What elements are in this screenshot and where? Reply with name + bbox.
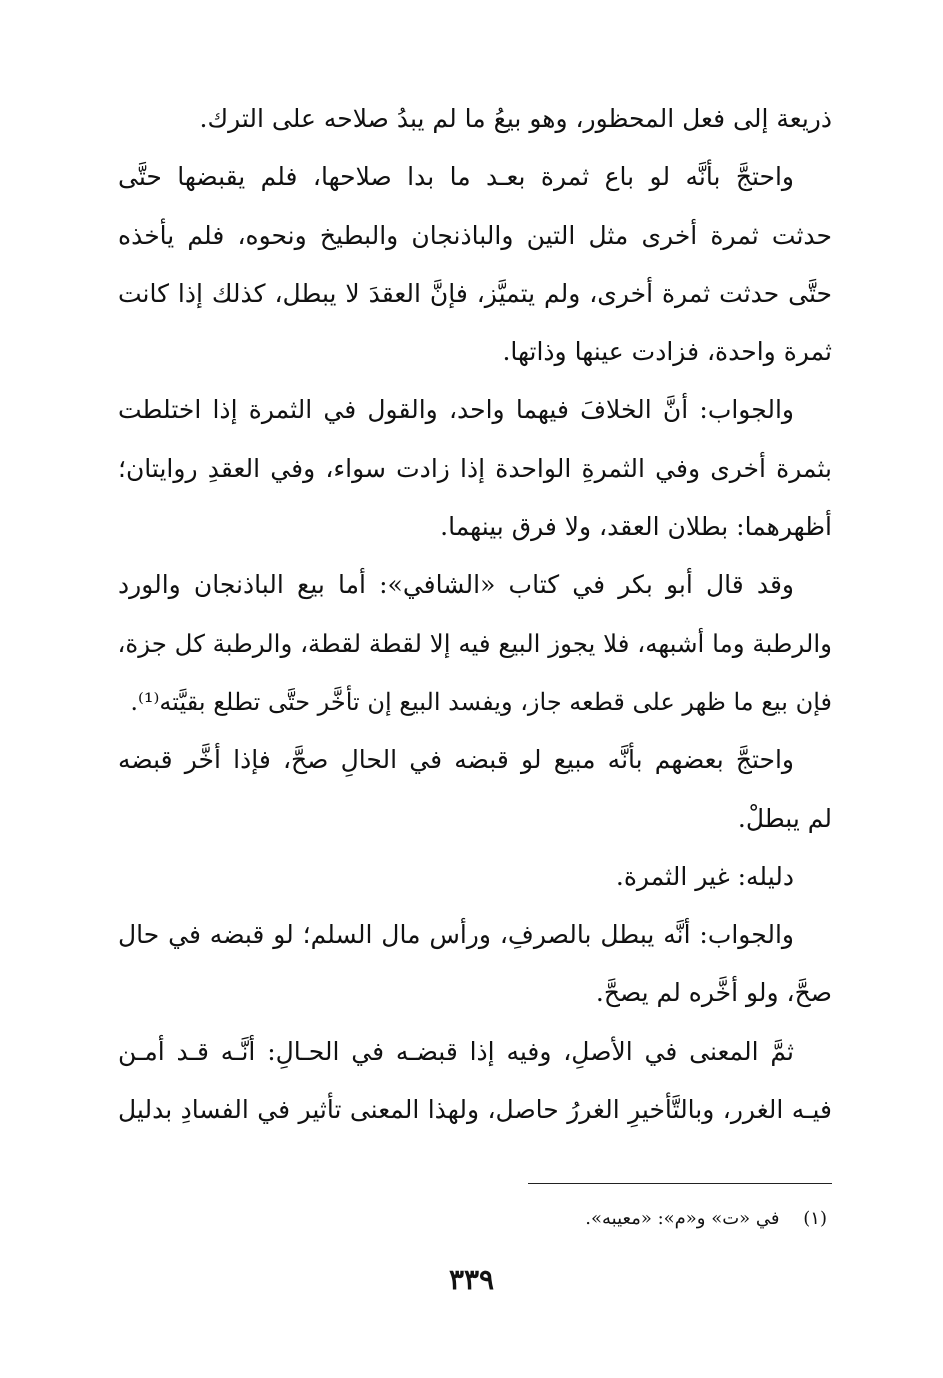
text-line-1: ذريعة إلى فعل المحظور، وهو بيعُ ما لم يبدُ صلاحه على الترك. [199,104,832,133]
text-line-14: دليله: غير الثمرة. [615,861,794,891]
text-line-18: فيـه الغرر، وبالتَّأخيرِ الغررُ حاصل، ولهذا المعنى تأثير في الفسادِ بدليل [118,1095,832,1125]
footnote [427,1204,827,1234]
main-text [118,90,832,1139]
text-line-10: والرطبة وما أشبهه، فلا يجوز البيع فيه إلا لقطة لقطة، والرطبة كل جزة، [117,628,832,658]
text-line-7: بثمرة أخرى وفي الثمرةِ الواحدة إذا زادت سواء، وفي العقدِ روايتان؛ [118,453,832,483]
footnote-text: في «ت» و«م»: «معيبه». [585,1208,780,1229]
text-line-4: حتَّى حدثت ثمرة أخرى، ولم يتميَّز، فإنَّ العقدَ لا يبطل، كذلك إذا كانت [118,278,832,308]
text-line-3: حدثت ثمرة أخرى مثل التين والباذنجان والبطيخ ونحوه، فلم يأخذه [118,220,832,250]
text-line-5: ثمرة واحدة، فزادت عينها وذاتها. [502,337,832,367]
text-line-6: والجواب: أنَّ الخلافَ فيهما واحد، والقول في الثمرة إذا اختلطت [118,395,794,425]
text-line-2: واحتجَّ بأنَّه لو باع ثمرة بعـد ما بدا صلاحها، فلم يقبضها حتَّى [118,162,794,192]
text-line-11: فإن بيع ما ظهر على قطعه جاز، ويفسد البيع إن تأخَّر حتَّى تطلع بقيَّته⁽¹⁾. [130,687,832,716]
text-line-9: وقد قال أبو بكر في كتاب «الشافي»: أما بيع الباذنجان والورد [118,570,794,600]
text-line-12: واحتجَّ بعضهم بأنَّه مبيع لو قبضه في الحالِ صحَّ، فإذا أخَّر قبضه [118,745,794,775]
footnote-separator [528,1183,832,1184]
page-number: ٣٣٩ [448,1263,495,1296]
text-line-13: لم يبطلْ. [737,803,832,833]
text-line-8: أظهرهما: بطلان العقد، ولا فرق بينهما. [440,512,832,542]
text-line-17: ثمَّ المعنى في الأصلِ، وفيه إذا قبضـه في الحـالِ: أنَّـه قـد أمـن [118,1036,794,1066]
text-line-15: والجواب: أنَّه يبطل بالصرفِ، ورأس مال السلم؛ لو قبضه في حال [118,920,794,950]
text-line-16: صحَّ، ولو أخَّره لم يصحَّ. [595,978,832,1008]
footnote-number: (١) [803,1208,827,1229]
